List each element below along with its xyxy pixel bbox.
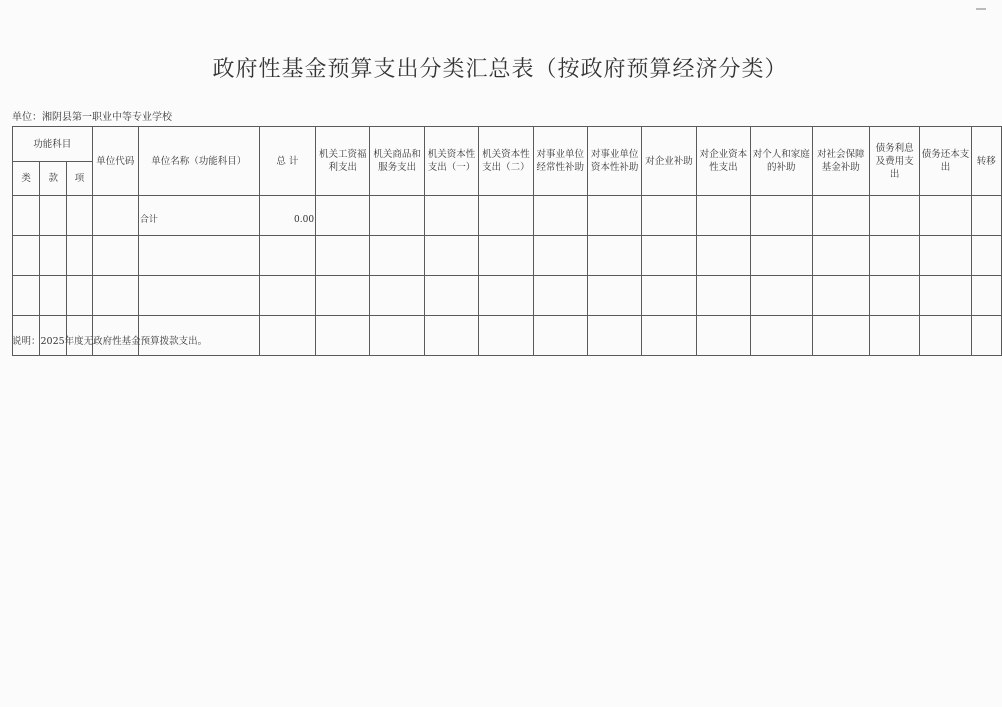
header-c12: 债务还本支出 <box>920 127 971 196</box>
page-title: 政府性基金预算支出分类汇总表（按政府预算经济分类） <box>212 57 788 82</box>
table-row <box>13 196 1002 236</box>
header-c1: 机关工资福利支出 <box>316 127 370 196</box>
table-row <box>13 276 1002 316</box>
header-c7: 对企业补助 <box>642 127 696 196</box>
header-c5: 对事业单位经常性补助 <box>533 127 587 196</box>
scan-mark <box>976 8 986 10</box>
table-container <box>12 126 996 326</box>
table-row <box>13 236 1002 276</box>
header-total: 总 计 <box>259 127 315 196</box>
header-unit-code: 单位代码 <box>92 127 138 196</box>
row-total <box>259 236 315 276</box>
row-total: 0.00 <box>259 196 315 236</box>
header-c9: 对个人和家庭的补助 <box>751 127 812 196</box>
header-c13: 转移 <box>971 127 1001 196</box>
row-name: 合计 <box>138 196 259 236</box>
header-c3: 机关资本性支出（一） <box>424 127 478 196</box>
unit-label: 单位：湘阴县第一职业中等专业学校 <box>12 112 172 123</box>
header-func-subject: 功能科目 <box>13 127 93 162</box>
header-c11: 债务利息及费用支出 <box>869 127 919 196</box>
header-c10: 对社会保障基金补助 <box>812 127 869 196</box>
row-total <box>259 276 315 316</box>
header-unit-name: 单位名称（功能科目） <box>138 127 259 196</box>
header-xiang: 项 <box>67 162 92 196</box>
expenditure-table <box>12 126 1002 356</box>
header-c4: 机关资本性支出（二） <box>479 127 533 196</box>
header-c2: 机关商品和服务支出 <box>370 127 424 196</box>
header-c8: 对企业资本性支出 <box>696 127 750 196</box>
header-lei: 类 <box>13 162 40 196</box>
header-c6: 对事业单位资本性补助 <box>587 127 641 196</box>
row-name <box>138 276 259 316</box>
row-total <box>259 316 315 356</box>
row-name <box>138 236 259 276</box>
footnote: 说明：2025年度无政府性基金预算拨款支出。 <box>12 336 208 347</box>
header-kuan: 款 <box>40 162 67 196</box>
